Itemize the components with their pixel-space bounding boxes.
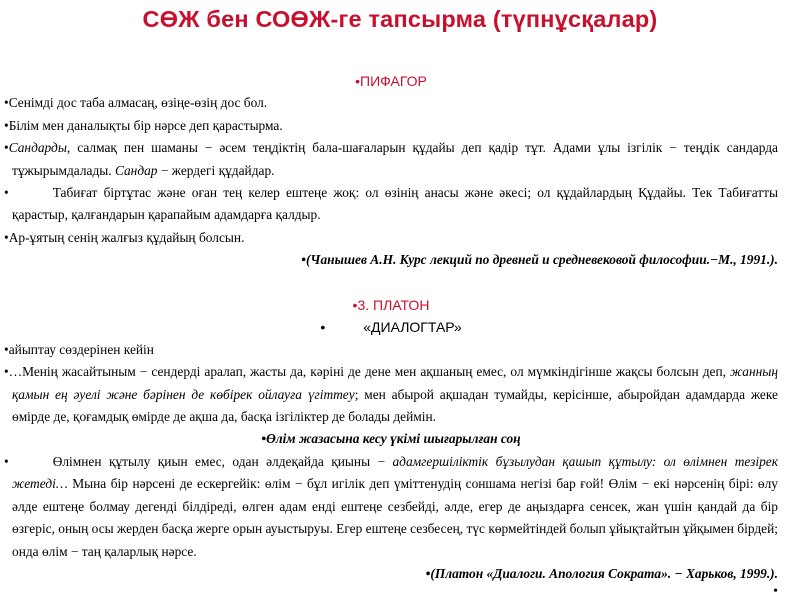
after-accusations: айыптау сөздерінен кейін xyxy=(8,341,154,357)
page-title: СӨЖ бен СОӨЖ-ге тапсырма (түпнұсқалар) xyxy=(142,6,658,32)
bullet: • xyxy=(4,341,9,357)
socrates-speech-italic: жанның қамын ең әуелі және бәрінен де көбірек ойлауға үгіттеу xyxy=(12,364,778,402)
quote-numbers-end: − жердегі құдайдар. xyxy=(157,162,275,178)
list-item xyxy=(4,137,778,182)
list-item xyxy=(4,227,778,249)
bullet: • xyxy=(425,565,431,581)
italic-numbers: Сандарды xyxy=(8,140,67,156)
verdict-text: Өлім жазасына кесу үкімі шығарылған соң xyxy=(266,431,521,447)
bullet: • xyxy=(320,319,326,336)
list-item xyxy=(4,92,778,114)
list-item xyxy=(4,339,778,361)
bullet: • xyxy=(4,95,9,111)
italic-numbers-2: Сандар xyxy=(114,162,158,178)
death-speech-italic: адамгершіліктік бұзылудан қашып құтылу: ол өлімнен тезірек жетеді… xyxy=(12,453,778,492)
bullet: • xyxy=(4,185,9,201)
plato-heading: 3. ПЛАТОН xyxy=(357,297,430,314)
document-body xyxy=(4,70,778,585)
quote-numbers: , салмақ пен шаманы − әсем теңдіктің бала-шағаларын құдайы деп қадір тұт. Адами ұлы ізгілік − теңдік сандарда тұжырымдалады. xyxy=(12,140,778,178)
quote-nature: Табиғат біртұтас және оған тең келер ештеңе жоқ: ол өзінің анасы және әкесі; ол құдайлардың Құдайы. Тек Табиғатты қарастыр, қалғандарын қарапайым адамдарға қалдыр. xyxy=(12,185,778,223)
dialogues-subheading xyxy=(4,316,778,338)
pythagoras-heading: ПИФАГОР xyxy=(360,73,427,89)
list-item xyxy=(4,451,778,563)
quote-conscience: Ар-ұятың сенің жалғыз құдайың болсын. xyxy=(8,229,245,245)
death-speech-end: Мына бір нәрсені де ескергейік: өлім − бұл игілік деп үміттенудің соншама негізі бар ғой! Өлім − екі нәрсенің бірі: өлу әлде ештеңе болмау дегенді білдіреді, өлген адам енді ештеңе сезбейді, әлде, егер де аңыздарға сенсек, жан үшін қандай да бір өзгеріс, оның осы жерден басқа жерге орын ауыстыруы. Егер ештеңе сезбесең, түс көрмейтіндей болып ұйықтайтын ұйқымен бірдей; онда өлім − таң қаларлық нәрсе. xyxy=(12,476,778,559)
quote-knowledge: Білім мен даналықты бір нәрсе деп қарастырма. xyxy=(8,117,283,133)
section-heading-plato xyxy=(4,294,778,316)
citation-chanyshev xyxy=(4,249,778,271)
section-heading-pythagoras xyxy=(4,70,778,92)
bullet: • xyxy=(261,431,267,447)
citation-plato xyxy=(4,563,778,585)
bullet: • xyxy=(4,117,9,133)
bullet: • xyxy=(355,73,361,89)
list-item xyxy=(4,182,778,227)
death-speech-1: Өлімнен құтылу қиын емес, одан әлдеқайда қиыны − xyxy=(52,453,393,469)
list-item xyxy=(4,361,778,428)
citation-text: (Чанышев А.Н. Курс лекций по древней и средневековой философии.−М., 1991.). xyxy=(305,252,778,268)
verdict-heading xyxy=(4,428,778,450)
dialogues-title: «ДИАЛОГТАР» xyxy=(363,319,462,336)
bullet: • xyxy=(773,584,778,599)
socrates-speech-1: …Менің жасайтыным − сендерді аралап, жасты да, кәріні де дене мен ақшаның емес, ол мүмкіндігінше жақсы болсын деп, xyxy=(8,364,731,380)
quote-friend: Сенімді дос таба алмасаң, өзіңе-өзің дос бол. xyxy=(8,95,268,111)
bullet: • xyxy=(301,252,306,268)
citation-text: (Платон «Диалоги. Апология Сократа». − Харьков, 1999.). xyxy=(430,565,778,581)
socrates-speech-end: ; мен абырой ақшадан тумайды, керісінше, абыройдан адамдарда жеке өмірде де, қоғамдық өмірде де ақша да, басқа ізгіліктер де болады деймін. xyxy=(12,386,778,425)
bullet: • xyxy=(4,453,9,469)
bullet: • xyxy=(352,297,358,314)
bullet: • xyxy=(4,364,9,380)
list-item xyxy=(4,115,778,137)
bullet: • xyxy=(4,229,9,245)
bullet: • xyxy=(4,140,9,156)
